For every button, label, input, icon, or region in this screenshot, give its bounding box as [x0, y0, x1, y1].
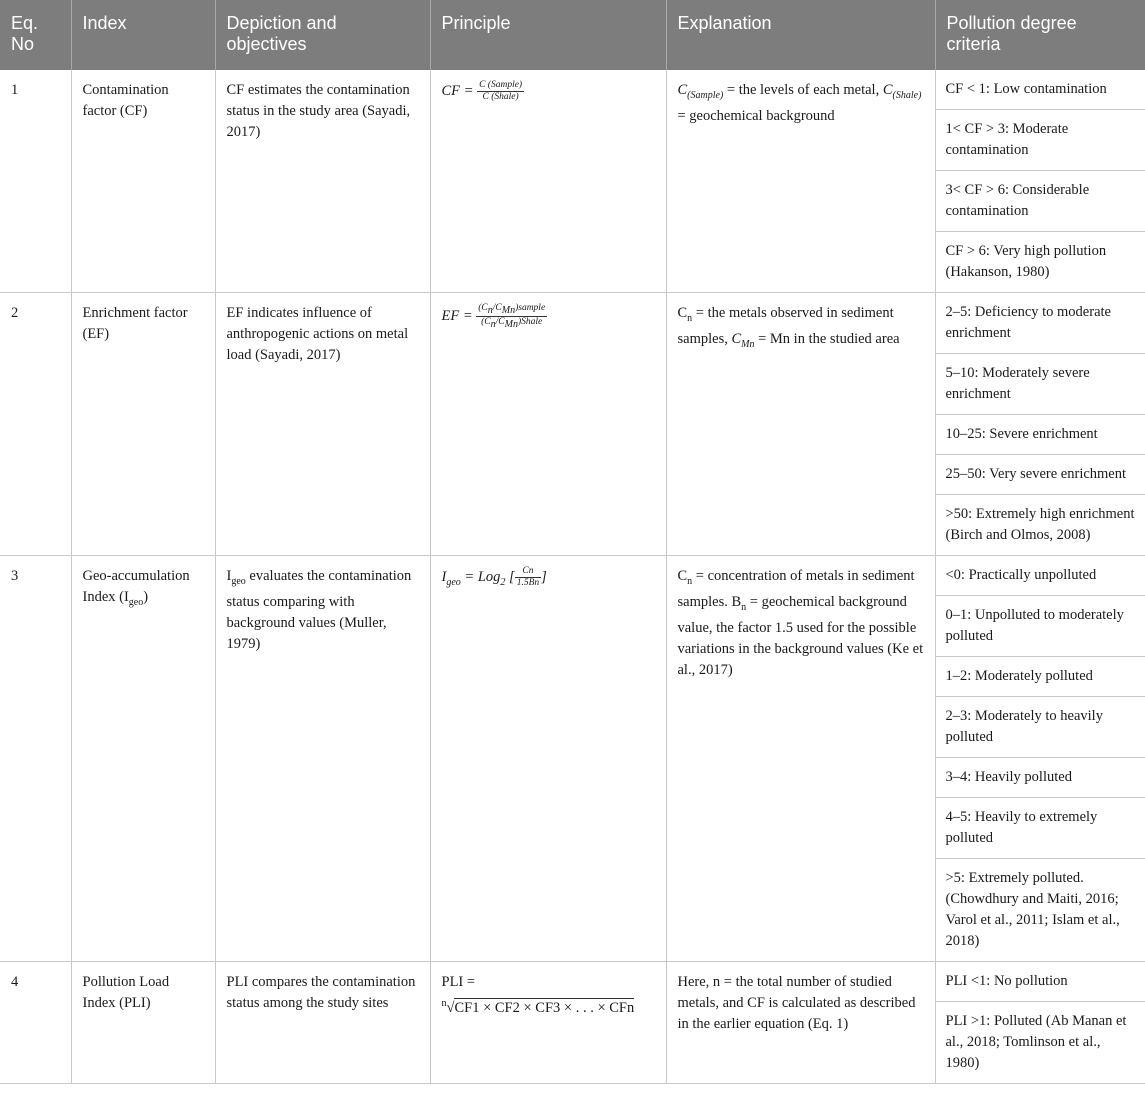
- fraction: $\frac{\text{C (Sample)}}{\text{C (Shale)}}$: [479, 80, 523, 102]
- depiction-cell: PLI compares the contamination status among the study sites: [215, 962, 430, 1084]
- criteria-item: 1–2: Moderately polluted: [935, 657, 1145, 697]
- principle-cell: [430, 70, 666, 293]
- criteria-item: 3–4: Heavily polluted: [935, 758, 1145, 798]
- criteria-item: 5–10: Moderately severe enrichment: [935, 354, 1145, 415]
- criteria-item: CF < 1: Low contamination: [935, 70, 1145, 110]
- depiction-cell: $I_{geo}$ evaluates the contamination status comparing with background values (Muller, 1979): [215, 556, 430, 962]
- table-row: [0, 556, 1145, 962]
- index-cell: Contamination factor (CF): [71, 70, 215, 293]
- table-row: [0, 962, 1145, 1084]
- criteria-cell: [935, 293, 1145, 556]
- depiction-cell: EF indicates influence of anthropogenic actions on metal load (Sayadi, 2017): [215, 293, 430, 556]
- eq-no-cell: 3: [0, 556, 71, 962]
- explanation-cell: $C_n$ = concentration of metals in sediment samples. $B_n$ = geochemical background value, the factor 1.5 used for the possible variations in the background values (Ke et al., 2017): [666, 556, 935, 962]
- formula: $I_{geo} = Log_2$ [ $\frac{Cn}{1.5Bn}$ ]: [441, 566, 547, 588]
- explanation-cell: Here, n = the total number of studied metals, and CF is calculated as described in the earlier equation (Eq. 1): [666, 962, 935, 1084]
- principle-cell: [430, 556, 666, 962]
- index-cell: Pollution Load Index (PLI): [71, 962, 215, 1084]
- formula: EF = $\frac{(C_n/C_{Mn})sample}{(C_n/C_{Mn})Shale}$: [441, 303, 546, 330]
- table-header: [0, 0, 1145, 70]
- criteria-cell: [935, 962, 1145, 1084]
- index-cell: Geo-accumulation Index $(I_{geo})$: [71, 556, 215, 962]
- header-row: [0, 0, 1145, 70]
- criteria-item: 1< CF > 3: Moderate contamination: [935, 110, 1145, 171]
- nth-root-formula: $^n$√CF1 × CF2 × CF3 × . . . × CFn: [441, 998, 635, 1016]
- criteria-item: CF > 6: Very high pollution (Hakanson, 1980): [935, 232, 1145, 292]
- criteria-item: 25–50: Very severe enrichment: [935, 455, 1145, 495]
- principle-cell: [430, 293, 666, 556]
- criteria-item: 4–5: Heavily to extremely polluted: [935, 798, 1145, 859]
- formula: CF = $\frac{\text{C (Sample)}}{\text{C (Shale)}}$: [441, 80, 523, 102]
- criteria-item: 0–1: Unpolluted to moderately polluted: [935, 596, 1145, 657]
- criteria-item: PLI >1: Polluted (Ab Manan et al., 2018; Tomlinson et al., 1980): [935, 1002, 1145, 1083]
- explanation-cell: $C_n$ = the metals observed in sediment samples, $C_{Mn} = Mn$ in the studied area: [666, 293, 935, 556]
- criteria-cell: [935, 556, 1145, 962]
- fraction: $\frac{Cn}{1.5Bn}$: [516, 566, 540, 588]
- principle-cell: PLI = $^n$√CF1 × CF2 × CF3 × . . . × CFn: [430, 962, 666, 1084]
- explanation-cell: $C_{(Sample)}$ = the levels of each metal, $C_{(Shale)}$ = geochemical background: [666, 70, 935, 293]
- fraction: $\frac{(C_n/C_{Mn})sample}{(C_n/C_{Mn})Shale}$: [478, 303, 546, 330]
- criteria-item: PLI <1: No pollution: [935, 962, 1145, 1002]
- header-explanation: Explanation: [666, 0, 935, 70]
- eq-no-cell: 2: [0, 293, 71, 556]
- header-principle: Principle: [430, 0, 666, 70]
- criteria-cell: [935, 70, 1145, 293]
- eq-no-cell: 4: [0, 962, 71, 1084]
- criteria-item: 10–25: Severe enrichment: [935, 415, 1145, 455]
- criteria-item: <0: Practically unpolluted: [935, 556, 1145, 596]
- criteria-item: >50: Extremely high enrichment (Birch and Olmos, 2008): [935, 495, 1145, 555]
- eq-no-cell: 1: [0, 70, 71, 293]
- header-eq-no: Eq. No: [0, 0, 71, 70]
- table-row: [0, 293, 1145, 556]
- criteria-item: >5: Extremely polluted. (Chowdhury and Maiti, 2016; Varol et al., 2011; Islam et al., 2018): [935, 859, 1145, 961]
- criteria-item: 2–5: Deficiency to moderate enrichment: [935, 293, 1145, 354]
- depiction-cell: CF estimates the contamination status in the study area (Sayadi, 2017): [215, 70, 430, 293]
- criteria-item: 3< CF > 6: Considerable contamination: [935, 171, 1145, 232]
- index-cell: Enrichment factor (EF): [71, 293, 215, 556]
- header-criteria: Pollution degree criteria: [935, 0, 1145, 70]
- table-row: [0, 70, 1145, 293]
- criteria-item: 2–3: Moderately to heavily polluted: [935, 697, 1145, 758]
- header-index: Index: [71, 0, 215, 70]
- header-depiction: Depiction and objectives: [215, 0, 430, 70]
